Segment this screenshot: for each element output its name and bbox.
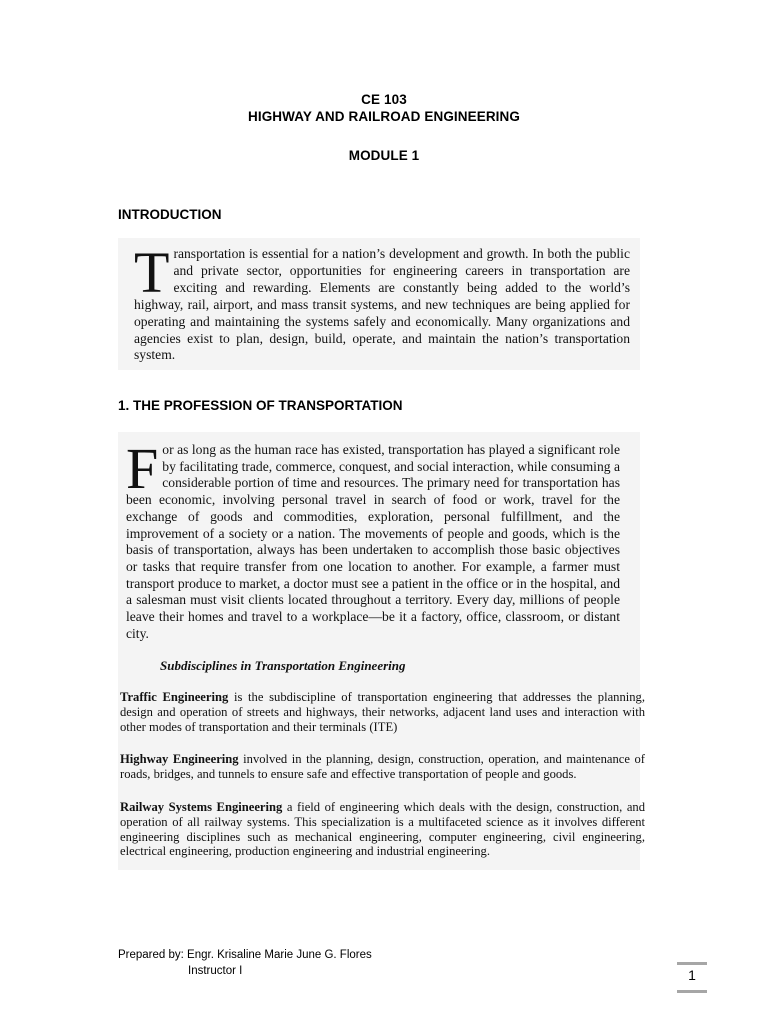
page-number: 1 <box>688 967 696 983</box>
introduction-text: ransportation is essential for a nation’s development and growth. In both the public and private sector, opportunities for engineering careers in transportation are exciting and rewarding. Elements are constantly being added to the world’s highway, rail, airport, and mass transit systems, and new techniques are being applied for operating and maintaining the systems safely and economically. Many organizations and agencies exist to plan, design, build, operate, and maintain the nation’s transportation system. <box>134 246 630 363</box>
definition-text: is the subdiscipline of transportation engineering that addresses the planning, design and operation of streets and highways, their networks, adjacent land uses and interaction with other modes of transportation and their terminals (ITE) <box>120 690 646 734</box>
profession-text: or as long as the human race has existed, transportation has played a significant role by facilitating trade, commerce, conquest, and social interaction, while consuming a considerable portion of time and resources. The primary need for transportation has been economic, involving personal travel in search of food or work, travel for the exchange of goods and commodities, exploration, personal fulfillment, and the improvement of a society or a nation. The movements of people and goods, which is the basis of transportation, always has been undertaken to accomplish those basic objectives or tasks that require transfer from one location to another. For example, a farmer must transport produce to market, a doctor must see a patient in the office or in the hospital, and a salesman must visit clients located throughout a territory. Every day, millions of people leave their homes and travel to a workplace—be it a factory, office, classroom, or distant city. <box>126 442 620 641</box>
footer-author: Prepared by: Engr. Krisaline Marie June G. Flores <box>118 949 372 961</box>
footer-prepared-by <box>118 947 372 979</box>
footer-role: Instructor I <box>188 965 243 977</box>
definition-text: involved in the planning, design, construction, operation, and maintenance of roads, bridges, and tunnels to ensure safe and effective transportation of people and goods. <box>120 752 645 781</box>
profession-heading: 1. THE PROFESSION OF TRANSPORTATION <box>118 398 403 413</box>
course-title: HIGHWAY AND RAILROAD ENGINEERING <box>248 109 520 124</box>
definition-traffic-engineering <box>120 690 645 734</box>
definition-railway-systems-engineering <box>120 800 645 859</box>
introduction-paragraph <box>134 240 630 364</box>
definition-term: Traffic Engineering <box>120 690 229 704</box>
introduction-heading: INTRODUCTION <box>118 207 222 222</box>
definition-term: Highway Engineering <box>120 752 239 766</box>
page-number-rule-top <box>677 962 707 965</box>
introduction-scan <box>118 238 640 370</box>
profession-paragraph <box>126 436 620 642</box>
subdisciplines-heading: Subdisciplines in Transportation Engineering <box>160 658 406 673</box>
profession-scan <box>118 432 646 870</box>
definition-text: a field of engineering which deals with the design, construction, and operation of all railway systems. This specialization is a multifaceted science as it involves different engineering disciplines such as mechanical engineering, computer engineering, civil engineering, electrical engineering, production engineering and industrial engineering. <box>120 800 645 859</box>
introduction-dropcap: T <box>134 240 170 305</box>
module-label: MODULE 1 <box>348 148 420 163</box>
course-code: CE 103 <box>361 92 407 107</box>
definition-highway-engineering <box>120 752 645 782</box>
definition-term: Railway Systems Engineering <box>120 800 283 814</box>
profession-dropcap: F <box>126 436 159 501</box>
page-number-rule-bottom <box>677 990 707 993</box>
